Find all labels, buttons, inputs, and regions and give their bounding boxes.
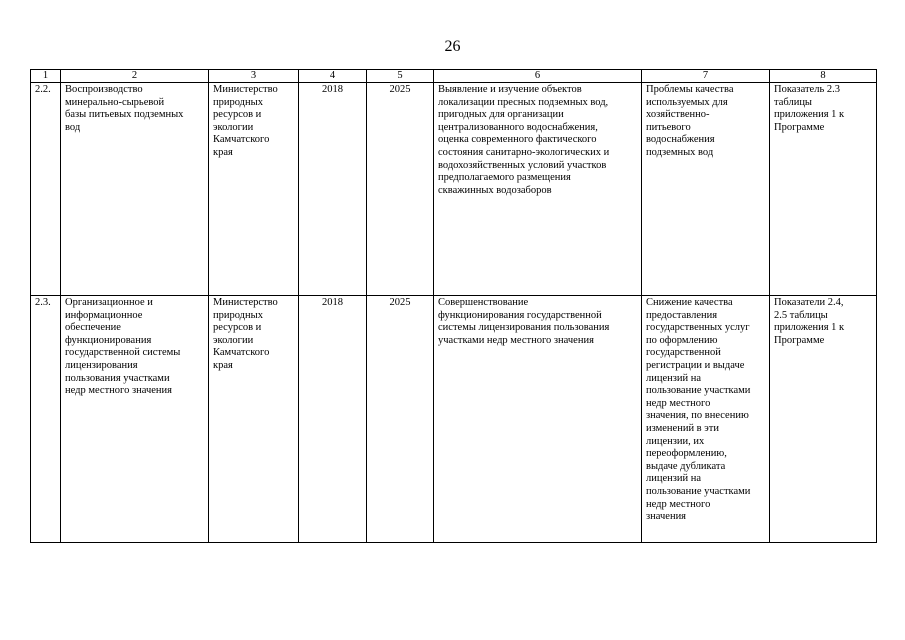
- start-year: 2018: [299, 83, 367, 296]
- end-year: 2025: [367, 83, 434, 296]
- expected-result: Выявление и изучение объектов локализации пресных подземных вод, пригодных для организации централизованного водоснабжения, оценка современного фактического состояния санитарно-экологических и водохозяйственных условий участков предполагаемого размещения скважинных водозаборов: [434, 83, 642, 296]
- header-cell-4: 4: [299, 70, 367, 83]
- row-number: 2.3.: [31, 296, 61, 543]
- measure-name: Организационное и информационное обеспечение функционирования государственной системы лицензирования пользования участками недр местного значения: [61, 296, 209, 543]
- consequences: Проблемы качества используемых для хозяйственно- питьевого водоснабжения подземных вод: [642, 83, 770, 296]
- header-cell-6: 6: [434, 70, 642, 83]
- row-number: 2.2.: [31, 83, 61, 296]
- start-year: 2018: [299, 296, 367, 543]
- expected-result: Совершенствование функционирования государственной системы лицензирования пользования участками недр местного значения: [434, 296, 642, 543]
- consequences: Снижение качества предоставления государственных услуг по оформлению государственной регистрации и выдаче лицензий на пользование участками недр местного значения, по внесению изменений в эти лицензии, их переоформлению, выдаче дубликата лицензий на пользование участками недр местного значения: [642, 296, 770, 543]
- table-row: [31, 296, 877, 543]
- responsible-executor: Министерство природных ресурсов и экологии Камчатского края: [209, 83, 299, 296]
- table-row: [31, 83, 877, 296]
- header-cell-3: 3: [209, 70, 299, 83]
- responsible-executor: Министерство природных ресурсов и экологии Камчатского края: [209, 296, 299, 543]
- measure-name: Воспроизводство минерально-сырьевой базы питьевых подземных вод: [61, 83, 209, 296]
- header-cell-1: 1: [31, 70, 61, 83]
- header-cell-2: 2: [61, 70, 209, 83]
- header-cell-8: 8: [770, 70, 877, 83]
- end-year: 2025: [367, 296, 434, 543]
- table-header-row: [31, 70, 877, 83]
- page-number: 26: [444, 38, 461, 55]
- header-cell-5: 5: [367, 70, 434, 83]
- header-cell-7: 7: [642, 70, 770, 83]
- program-table: [30, 69, 877, 543]
- indicators: Показатель 2.3 таблицы приложения 1 к Программе: [770, 83, 877, 296]
- indicators: Показатели 2.4, 2.5 таблицы приложения 1 к Программе: [770, 296, 877, 543]
